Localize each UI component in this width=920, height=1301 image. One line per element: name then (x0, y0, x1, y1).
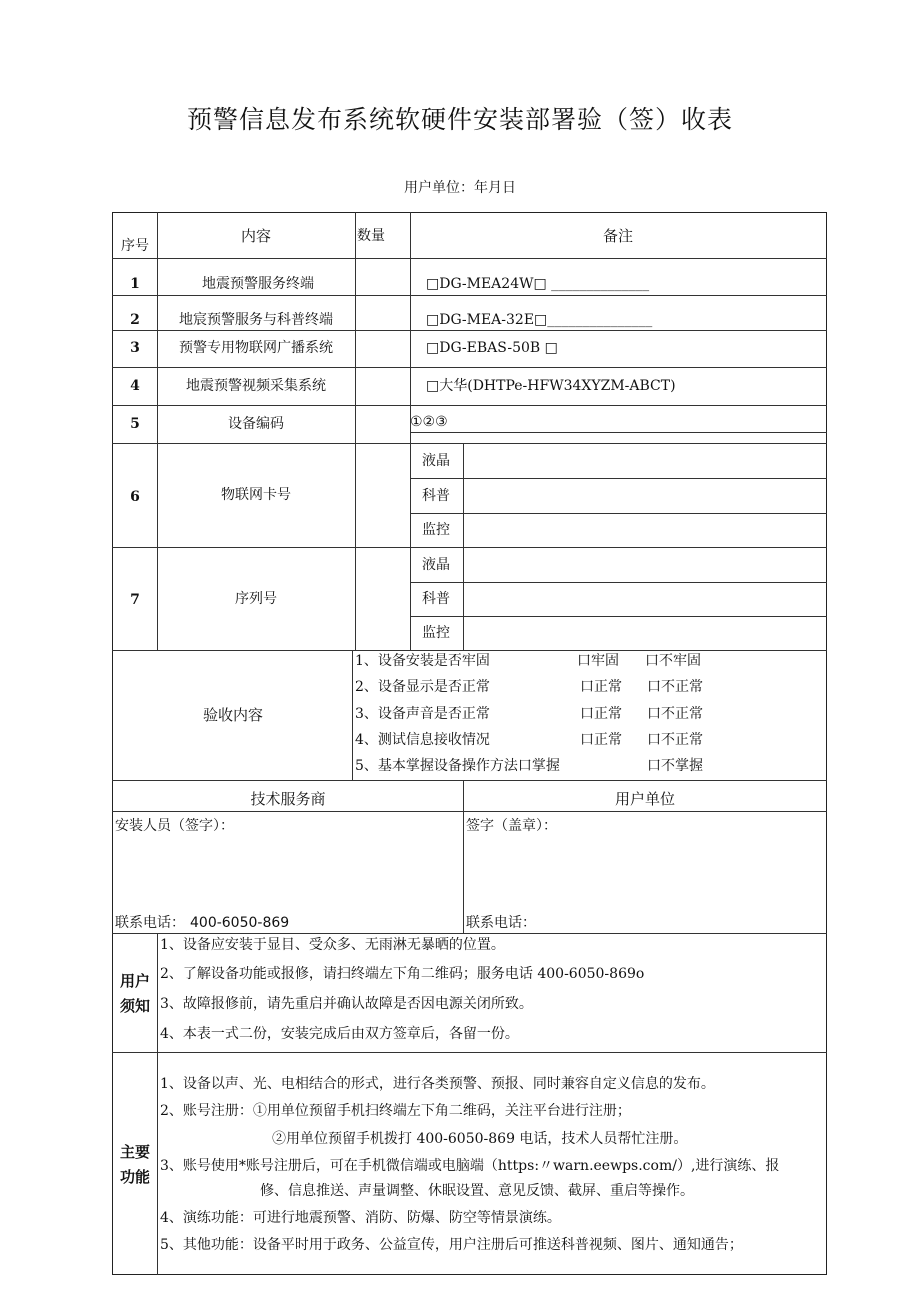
row-content: 物联网卡号 (221, 487, 291, 503)
row-seq: 3 (130, 340, 140, 356)
user-unit-heading: 用户单位 (614, 790, 676, 808)
header-remark: 备注 (602, 227, 634, 245)
row-divider (410, 432, 827, 433)
col-divider (355, 212, 356, 650)
features-line: 4、演练功能：可进行地震预警、消防、防爆、防空等情景演练。 (160, 1210, 561, 1226)
acceptance-option: 口不正常 (647, 732, 703, 748)
features-label: 功能 (119, 1168, 151, 1186)
row-remark: □DG-EBAS-50B □ (426, 340, 558, 356)
row-seq: 7 (130, 592, 140, 608)
acceptance-option: 口不掌握 (647, 758, 703, 774)
notice-label: 用户 (119, 972, 151, 990)
row-divider (112, 258, 827, 259)
notice-item: 1、设备应安装于显目、受众多、无雨淋无暴晒的位置。 (160, 937, 505, 953)
user-phone-label: 联系电话： (466, 915, 536, 931)
phone-label: 联系电话： (115, 915, 185, 931)
acceptance-option: 口正常 (580, 706, 622, 722)
row-divider (112, 330, 827, 331)
device-type: 液晶 (422, 557, 450, 573)
features-line: 3、账号使用*账号注册后，可在手机微信端或电脑端（https:〃warn.eewps.com/）,进行演练、报 (160, 1158, 780, 1174)
row-divider (410, 616, 827, 617)
row-divider (112, 443, 827, 444)
row-divider (410, 582, 827, 583)
row-divider (112, 780, 827, 781)
acceptance-option: 口不正常 (647, 706, 703, 722)
row-content: 预警专用物联网广播系统 (179, 340, 333, 356)
acceptance-option: 口牢固 (577, 653, 619, 669)
acceptance-label: 验收内容 (202, 706, 264, 724)
phone-value: 400-6050-869 (190, 915, 290, 931)
page-subtitle: 用户单位：年月日 (404, 180, 516, 196)
col-divider (157, 212, 158, 650)
row-remark: □大华(DHTPe-HFW34XYZM-ABCT) (426, 378, 676, 394)
acceptance-item: 5、基本掌握设备操作方法口掌握 (355, 758, 560, 774)
row-seq: 2 (130, 312, 140, 328)
acceptance-item: 3、设备声音是否正常 (355, 706, 490, 722)
installer-signature-label: 安装人员（签字）： (115, 818, 234, 834)
row-seq: 6 (130, 489, 140, 505)
row-divider (112, 1052, 827, 1053)
row-divider (112, 811, 827, 812)
features-label: 主要 (119, 1143, 151, 1161)
row-content: 地震预警视频采集系统 (186, 378, 326, 394)
features-line: 5、其他功能：设备平时用于政务、公益宣传，用户注册后可推送科普视频、图片、通知通告； (160, 1237, 743, 1253)
features-line: 1、设备以声、光、电相结合的形式，进行各类预警、预报、同时兼容自定义信息的发布。 (160, 1076, 715, 1092)
row-divider (112, 547, 827, 548)
header-qty: 数量 (357, 228, 385, 244)
acceptance-item: 4、测试信息接收情况 (355, 732, 490, 748)
notice-label: 须知 (119, 997, 151, 1015)
row-divider (112, 933, 827, 934)
row-content: 地宸预警服务与科普终端 (179, 312, 333, 328)
row-content: 地震预警服务终端 (202, 276, 314, 292)
device-type: 科普 (422, 488, 450, 504)
row-remark: □DG-MEA24W□ ______________ (426, 276, 650, 292)
acceptance-option: 口不牢固 (645, 653, 701, 669)
stamp-label: 签字（盖章）： (466, 818, 557, 834)
notice-item: 2、了解设备功能或报修，请扫终端左下角二维码；服务电话 400-6050-869o (160, 966, 645, 982)
col-divider (352, 650, 353, 780)
acceptance-option: 口不正常 (647, 679, 703, 695)
col-divider (463, 443, 464, 650)
row-divider (410, 478, 827, 479)
acceptance-item: 2、设备显示是否正常 (355, 679, 490, 695)
features-line: 修、信息推送、声量调整、休眠设置、意见反馈、截屏、重启等操作。 (260, 1183, 694, 1199)
features-line: ②用单位预留手机拨打 400-6050-869 电话，技术人员帮忙注册。 (272, 1131, 688, 1147)
notice-item: 3、故障报修前，请先重启并确认故障是否因电源关闭所致。 (160, 996, 533, 1012)
row-seq: 4 (130, 378, 140, 394)
col-divider (463, 780, 464, 933)
row-content: 序列号 (235, 591, 277, 607)
header-seq: 序号 (121, 238, 149, 254)
provider-heading: 技术服务商 (250, 790, 326, 808)
page-title: 预警信息发布系统软硬件安装部署验（签）收表 (186, 105, 733, 134)
row-divider (410, 513, 827, 514)
acceptance-item: 1、设备安装是否牢固 (355, 653, 490, 669)
header-content: 内容 (240, 227, 272, 245)
row-seq: 5 (130, 416, 140, 432)
device-type: 科普 (422, 591, 450, 607)
row-divider (112, 650, 827, 651)
acceptance-option: 口正常 (580, 679, 622, 695)
row-remark: □DG-MEA-32E□_______________ (426, 312, 653, 328)
features-line: 2、账号注册：①用单位预留手机扫终端左下角二维码，关注平台进行注册； (160, 1103, 631, 1119)
acceptance-option: 口正常 (580, 732, 622, 748)
row-divider (112, 405, 827, 406)
row-remark: ①②③ (410, 414, 448, 430)
row-divider (112, 367, 827, 368)
device-type: 液晶 (422, 453, 450, 469)
row-divider (112, 295, 827, 296)
row-seq: 1 (130, 276, 140, 292)
device-type: 监控 (422, 625, 450, 641)
row-content: 设备编码 (228, 416, 284, 432)
col-divider (157, 933, 158, 1275)
col-divider (410, 212, 411, 650)
device-type: 监控 (422, 522, 450, 538)
notice-item: 4、本表一式二份，安装完成后由双方签章后，各留一份。 (160, 1026, 519, 1042)
